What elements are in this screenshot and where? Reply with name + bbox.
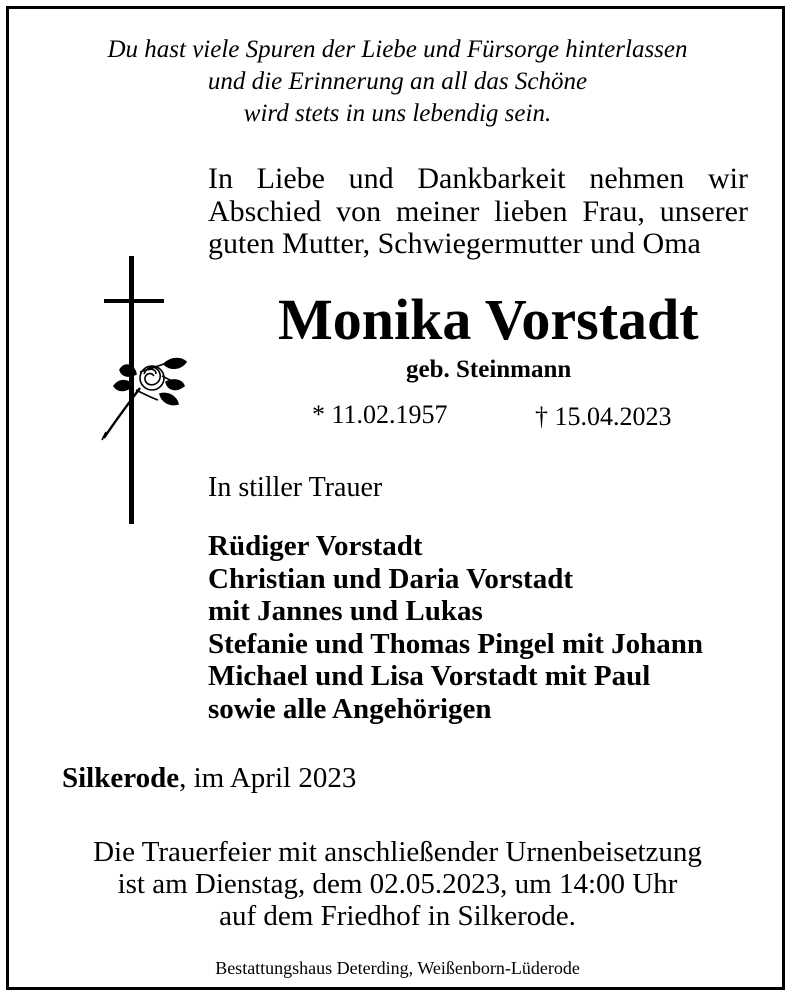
intro-line: In Liebe und Dankbarkeit nehmen wir	[208, 162, 748, 195]
motto	[0, 34, 795, 130]
death-date: † 15.04.2023	[535, 402, 672, 431]
mourning-heading: In stiller Trauer	[208, 472, 383, 503]
intro-line: Abschied von meiner lieben Frau, unserer	[208, 194, 748, 228]
family-line: Stefanie und Thomas Pingel mit Johann	[208, 627, 703, 660]
place-name: Silkerode	[62, 762, 180, 794]
maiden-name: geb. Steinmann	[406, 356, 572, 383]
motto-line: wird stets in uns lebendig sein.	[243, 100, 552, 127]
month-year: , im April 2023	[179, 762, 357, 794]
ceremony-line: auf dem Friedhof in Silkerode.	[219, 900, 576, 932]
family-line: Rüdiger Vorstadt	[208, 530, 423, 562]
birth-date: * 11.02.1957	[312, 400, 448, 429]
intro-text	[208, 163, 748, 261]
family-line: sowie alle Angehörigen	[208, 692, 492, 725]
intro-line: guten Mutter, Schwiegermutter und Oma	[208, 227, 701, 260]
family-line: mit Jannes und Lukas	[208, 595, 483, 627]
undertaker: Bestattungshaus Deterding, Weißenborn-Lüderode	[215, 958, 580, 978]
motto-line: und die Erinnerung an all das Schöne	[207, 68, 588, 95]
deceased-name: Monika Vorstadt	[278, 287, 699, 352]
motto-line: Du hast viele Spuren der Liebe und Fürsorge hinterlassen	[107, 36, 688, 63]
family-list	[208, 530, 703, 725]
family-line: Christian und Daria Vorstadt	[208, 562, 573, 595]
ceremony-info	[0, 836, 795, 932]
place-date	[62, 762, 356, 795]
rose-icon	[102, 359, 186, 441]
ceremony-line: Die Trauerfeier mit anschließender Urnenbeisetzung	[93, 836, 702, 868]
cross-with-rose	[96, 252, 196, 528]
family-line: Michael und Lisa Vorstadt mit Paul	[208, 660, 651, 692]
ceremony-line: ist am Dienstag, dem 02.05.2023, um 14:00 Uhr	[117, 868, 678, 900]
